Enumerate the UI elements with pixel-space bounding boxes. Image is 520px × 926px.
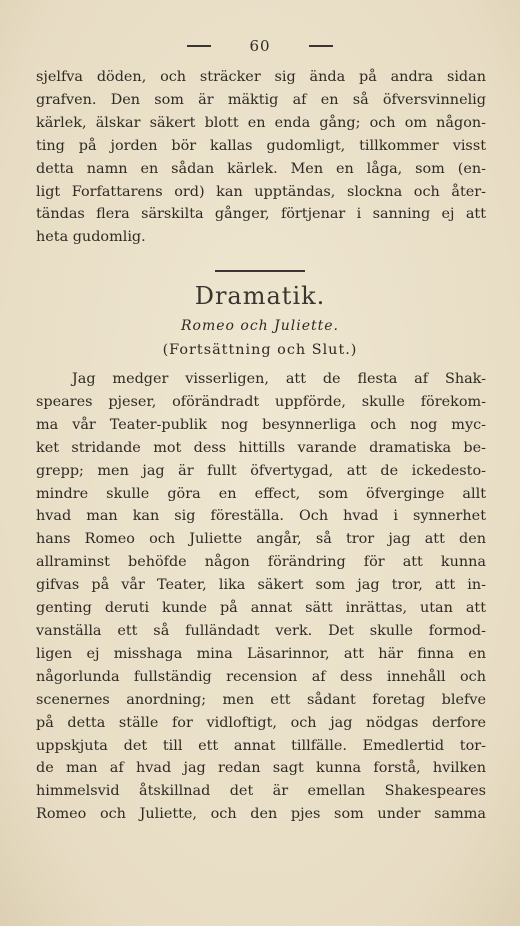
text-line: heta gudomlig. [36,229,146,246]
text-line: ma vår Teater-publik nog besynnerliga och nog myc- [36,416,486,433]
text-line: de man af hvad jag redan sagt kunna forstå, hvilken [36,760,486,777]
text-line: vanställa ett så fulländadt verk. Det skulle formod- [36,622,486,639]
text-line: tändas flera särskilta gånger, förtjenar i sanning ej att [36,206,486,223]
page-header [0,34,520,58]
text-line: sjelfva döden, och sträcker sig ända på andra sidan [36,69,486,85]
text-line: grepp; men jag är fullt öfvertygad, att de ickedesto- [36,462,486,479]
top-paragraph [36,66,486,249]
header-dash-right [309,45,333,47]
text-line: ligen ej misshaga mina Läsarinnor, att här finna en [36,645,486,662]
text-line: ket stridande mot dess hittills varande dramatiska be- [36,439,486,456]
header-dash-left [187,45,211,47]
body-paragraph [36,368,486,826]
text-line: grafven. Den som är mäktig af en så öfversvinnelig [36,91,486,108]
text-line: Jag medger visserligen, att de flesta af Shak- [72,371,486,387]
text-line: scenernes anordning; men ett sådant foretag blefve [36,691,486,708]
text-line: detta namn en sådan kärlek. Men en låga, som (en- [36,160,486,177]
text-line: ligt Forfattarens ord) kan upptändas, slockna och åter- [36,183,486,200]
section-title: Dramatik. [194,282,326,310]
text-line: uppskjuta det till ett annat tillfälle. Emedlertid tor- [36,737,486,754]
text-line: någorlunda fullständig recension af dess innehåll och [36,668,486,685]
text-line: kärlek, älskar säkert blott en enda gång; och om någon- [36,114,486,131]
text-line: på detta ställe for vidloftigt, och jag nödgas derfore [36,714,486,731]
text-line: ting på jorden bör kallas gudomligt, tillkommer visst [36,137,486,154]
text-line: gifvas på vår Teater, lika säkert som jag tror, att in- [36,577,486,594]
text-line: hvad man kan sig föreställa. Och hvad i synnerhet [36,508,486,525]
text-line: genting deruti kunde på annat sätt inrättas, utan att [36,600,486,617]
text-line: himmelsvid åtskillnad det är emellan Shakespeares [36,783,486,800]
section-note: (Fortsättning och Slut.) [162,342,358,358]
text-line: speares pjeser, oförändradt uppförde, skulle förekom- [36,393,486,410]
text-line: Romeo och Juliette, och den pjes som under samma [36,806,486,823]
text-line: mindre skulle göra en effect, som öfverginge allt [36,485,486,502]
section-subtitle: Romeo och Juliette. [180,318,339,334]
text-line: hans Romeo och Juliette angår, så tror jag att den [36,531,486,548]
page-number: 60 [249,37,271,55]
text-line: allraminst behöfde någon förändring för att kunna [36,554,486,571]
section-divider [215,270,305,272]
